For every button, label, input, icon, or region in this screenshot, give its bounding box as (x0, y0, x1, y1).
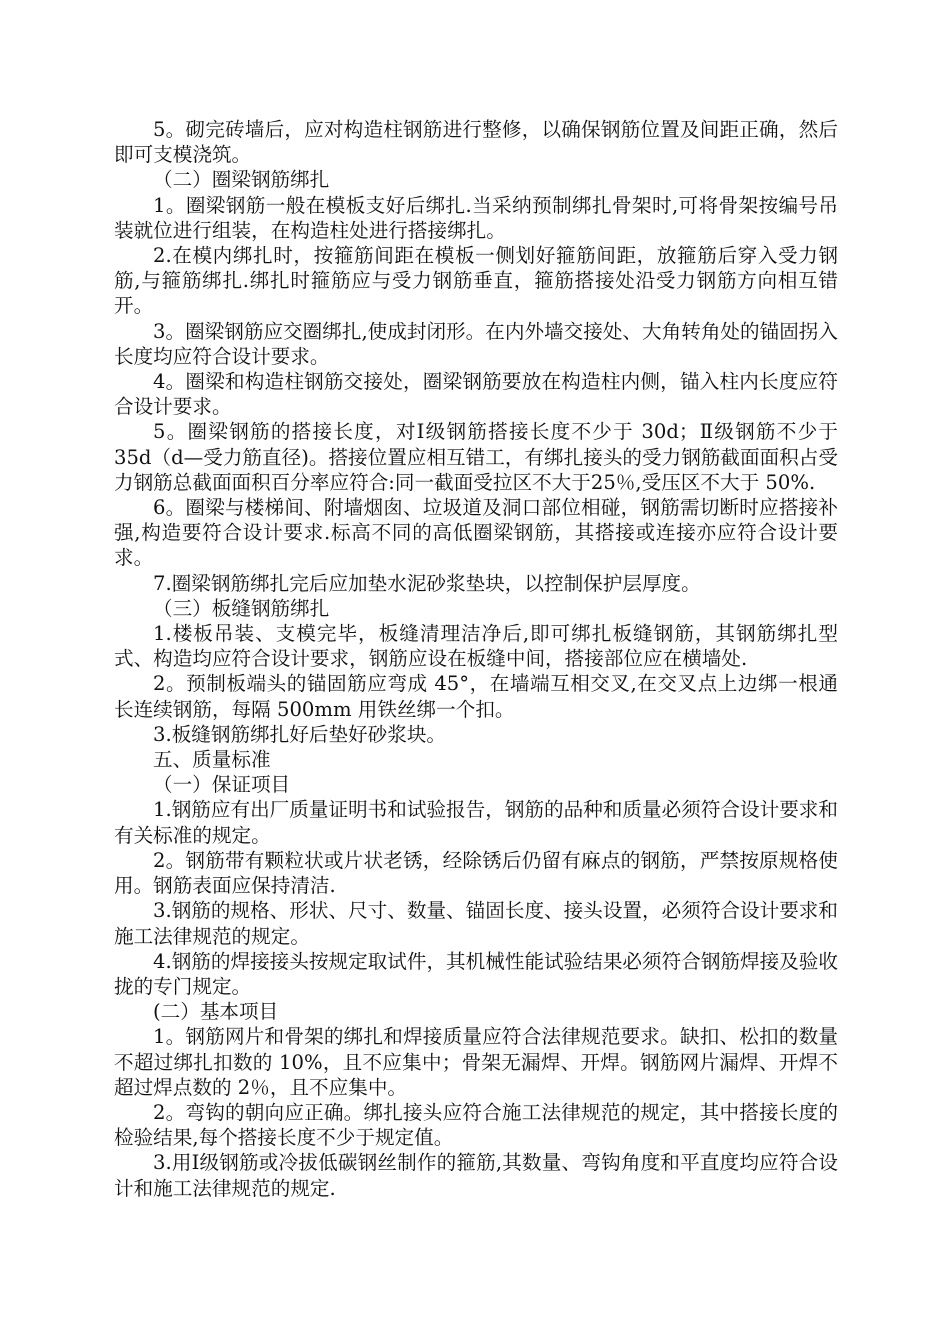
heading-slab-joint-rebar: （三）板缝钢筋绑扎 (153, 596, 330, 620)
paragraph-basic-3: 3.用Ⅰ级钢筋或冷拔低碳钢丝制作的箍筋,其数量、弯钩角度和平直度均应符合设计和施工法律规范的规定. (114, 1151, 838, 1200)
paragraph-ring-beam-3: 3。圈梁钢筋应交圈绑扎,使成封闭形。在内外墙交接处、大角转角处的锚固拐入长度均应符合设计要求。 (114, 319, 838, 368)
paragraph-slab-joint-3: 3.板缝钢筋绑扎好后垫好砂浆块。 (153, 722, 447, 746)
paragraph-guarantee-4: 4.钢筋的焊接接头按规定取试件，其机械性能试验结果必须符合钢筋焊接及验收拢的专门规定。 (114, 949, 838, 998)
paragraph-slab-joint-2: 2。预制板端头的锚固筋应弯成 45°，在墙端互相交叉,在交叉点上边绑一根通长连续钢筋，每隔 500mm 用铁丝绑一个扣。 (114, 672, 838, 721)
paragraph-slab-joint-1: 1.楼板吊装、支模完毕，板缝清理洁净后,即可绑扎板缝钢筋，其钢筋绑扎型式、构造均应符合设计要求，钢筋应设在板缝中间，搭接部位应在横墙处. (114, 622, 838, 671)
paragraph-ring-beam-1: 1。圈梁钢筋一般在模板支好后绑扎.当采纳预制绑扎骨架时,可将骨架按编号吊装就位进行组装，在构造柱处进行搭接绑扎。 (114, 193, 838, 242)
heading-ring-beam-rebar: （二）圈梁钢筋绑扎 (153, 168, 330, 192)
heading-guarantee-items: （一）保证项目 (153, 773, 291, 797)
paragraph-ring-beam-4: 4。圈梁和构造柱钢筋交接处，圈梁钢筋要放在构造柱内侧，锚入柱内长度应符合设计要求。 (114, 370, 838, 419)
heading-basic-items: (二）基本项目 (153, 1000, 279, 1024)
paragraph-basic-1: 1。钢筋网片和骨架的绑扎和焊接质量应符合法律规范要求。缺扣、松扣的数量不超过绑扎扣数的 10%，且不应集中；骨架无漏焊、开焊。钢筋网片漏焊、开焊不超过焊点数的 2％，且不应集中。 (114, 1025, 838, 1099)
paragraph-ring-beam-6: 6。圈梁与楼梯间、附墙烟囱、垃圾道及洞口部位相碰，钢筋需切断时应搭接补强,构造要符合设计要求.标高不同的高低圈梁钢筋，其搭接或连接亦应符合设计要求。 (114, 496, 838, 570)
paragraph-column-rebar-repair: 5。砌完砖墙后，应对构造柱钢筋进行整修，以确保钢筋位置及间距正确，然后即可支模浇筑。 (114, 118, 838, 167)
document-page (114, 117, 838, 1201)
paragraph-guarantee-2: 2。钢筋带有颗粒状或片状老锈，经除锈后仍留有麻点的钢筋，严禁按原规格使用。钢筋表面应保持清洁. (114, 848, 838, 898)
paragraph-guarantee-3: 3.钢筋的规格、形状、尺寸、数量、锚固长度、接头设置，必须符合设计要求和施工法律规范的规定。 (114, 899, 838, 948)
paragraph-guarantee-1: 1.钢筋应有出厂质量证明书和试验报告，钢筋的品种和质量必须符合设计要求和有关标准的规定。 (114, 798, 838, 847)
heading-quality-standard: 五、质量标准 (153, 748, 271, 772)
paragraph-ring-beam-2: 2.在模内绑扎时，按箍筋间距在模板一侧划好箍筋间距，放箍筋后穿入受力钢筋,与箍筋绑扎.绑扎时箍筋应与受力钢筋垂直，箍筋搭接处沿受力钢筋方向相互错开。 (114, 244, 838, 318)
paragraph-ring-beam-7: 7.圈梁钢筋绑扎完后应加垫水泥砂浆垫块，以控制保护层厚度。 (153, 571, 701, 595)
paragraph-ring-beam-5: 5。圈梁钢筋的搭接长度，对Ⅰ级钢筋搭接长度不少于 30d；Ⅱ级钢筋不少于 35d（d—受力筋直径)。搭接位置应相互错工，有绑扎接头的受力钢筋截面面积占受力钢筋总截面面积百分率应符合:同一截面受拉区不大于25％,受压区不大于 50%. (114, 420, 838, 494)
paragraph-basic-2: 2。弯钩的朝向应正确。绑扎接头应符合施工法律规范的规定，其中搭接长度的检验结果,每个搭接长度不少于规定值。 (114, 1100, 838, 1150)
